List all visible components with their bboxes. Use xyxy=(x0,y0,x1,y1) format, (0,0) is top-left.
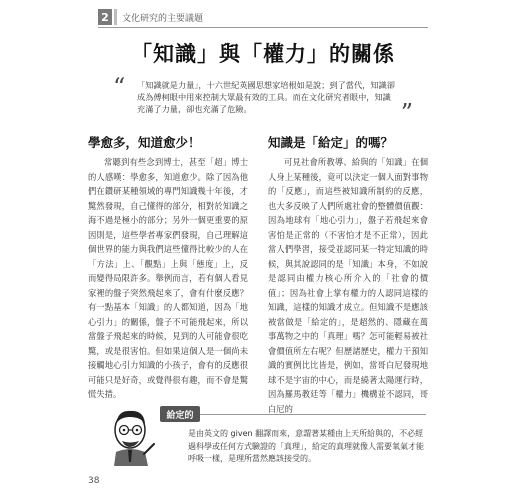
definition-label: 給定的 xyxy=(160,406,200,422)
left-column-heading: 學愈多，知道愈少！ xyxy=(88,135,201,150)
close-quote-icon: ” xyxy=(400,99,413,127)
open-quote-icon: “ xyxy=(113,73,126,101)
definition-callout xyxy=(108,406,426,468)
chapter-title: 文化研究的主要議題 xyxy=(122,13,204,24)
header-divider xyxy=(98,27,428,28)
definition-text: 是由英文的 given 翻譯而來，意謂著某種由上天所給與的，不必經過科學或任何方式驗證的「真理」，給定的真理就像人需要氧氣才能呼吸一樣，是理所當然應該接受的。 xyxy=(188,429,424,463)
chapter-bar-decoration xyxy=(114,9,117,25)
left-column-body: 常聽到有些念到博士，甚至「超」博士的人感嘆：學愈多，知道愈少。除了因為他們在鑽研某種領域的專門知識幾十年後，才驚然發現，自己懂得的部分，相對於知識之海不過是極小的部分；另外一個更重要的原因則是，這些學者專家們發現，自己理解這個世界的能力與我們這些懂得比較少的人在「方法」上、「觀點」上與「態度」上，反而變得局限許多。舉例而言，若有個人看見家裡的盤子突然飛起來了，會有什麼反應？有一點基本「知識」的人都知道，因為「地心引力」的關係，盤子不可能飛起來，所以當盤子飛起來的時候，見到的人可能會很吃驚，或是很害怕。但如果這個人是一個尚未接觸地心引力知識的小孩子，會有的反應很可能只是好奇，或覺得很有趣，而不會是驚慌失措。 xyxy=(88,157,248,399)
left-column xyxy=(88,133,248,402)
page-number: 38 xyxy=(88,476,100,486)
callout-divider xyxy=(200,414,426,415)
pull-quote xyxy=(113,75,413,127)
pull-quote-text: 「知識就是力量」，十六世紀英國思想家培根如是說；到了當代，知識卻成為傅柯眼中用來控制大眾最有效的工具。而在文化研究者眼中，知識充滿了力量，卻也充滿了危險。 xyxy=(137,80,395,114)
teacher-face-icon xyxy=(108,406,156,466)
page-title: 「知識」與「權力」的關係 xyxy=(131,42,395,66)
right-column xyxy=(268,133,428,416)
running-header xyxy=(98,6,203,28)
chapter-number-badge: 2 xyxy=(98,9,112,25)
right-column-heading: 知識是「給定」的嗎？ xyxy=(268,135,394,150)
right-column-body: 可見社會所教導、給與的「知識」在個人身上某種後，竟可以決定一個人面對事物的「反應」，而這些被知識所制約的反應，也大多反映了人們所處社會的整體價值觀：因為地球有「地心引力」，盤子若飛起來會害怕是正常的（不害怕才是不正常），因此當人們學習，接受並認同某一特定知識的時候，與其說認同的是「知識」本身，不如說是認同由權力核心所介入的「社會的價值」；因為社會上掌有權力的人認同這樣的知識，這樣的知識才成立。但知識不是應該被當做是「給定的」，是超然的、隱藏在萬事萬物之中的「真理」嗎？怎可能輕易被社會價值所左右呢？但歷諸歷史，權力干預知識的實例比比皆是，例如，當哥白尼發現地球不是宇宙的中心，而是繞著太陽運行時，因為羅馬教廷等「權力」機構並不認同，哥白尼的 xyxy=(268,157,428,414)
